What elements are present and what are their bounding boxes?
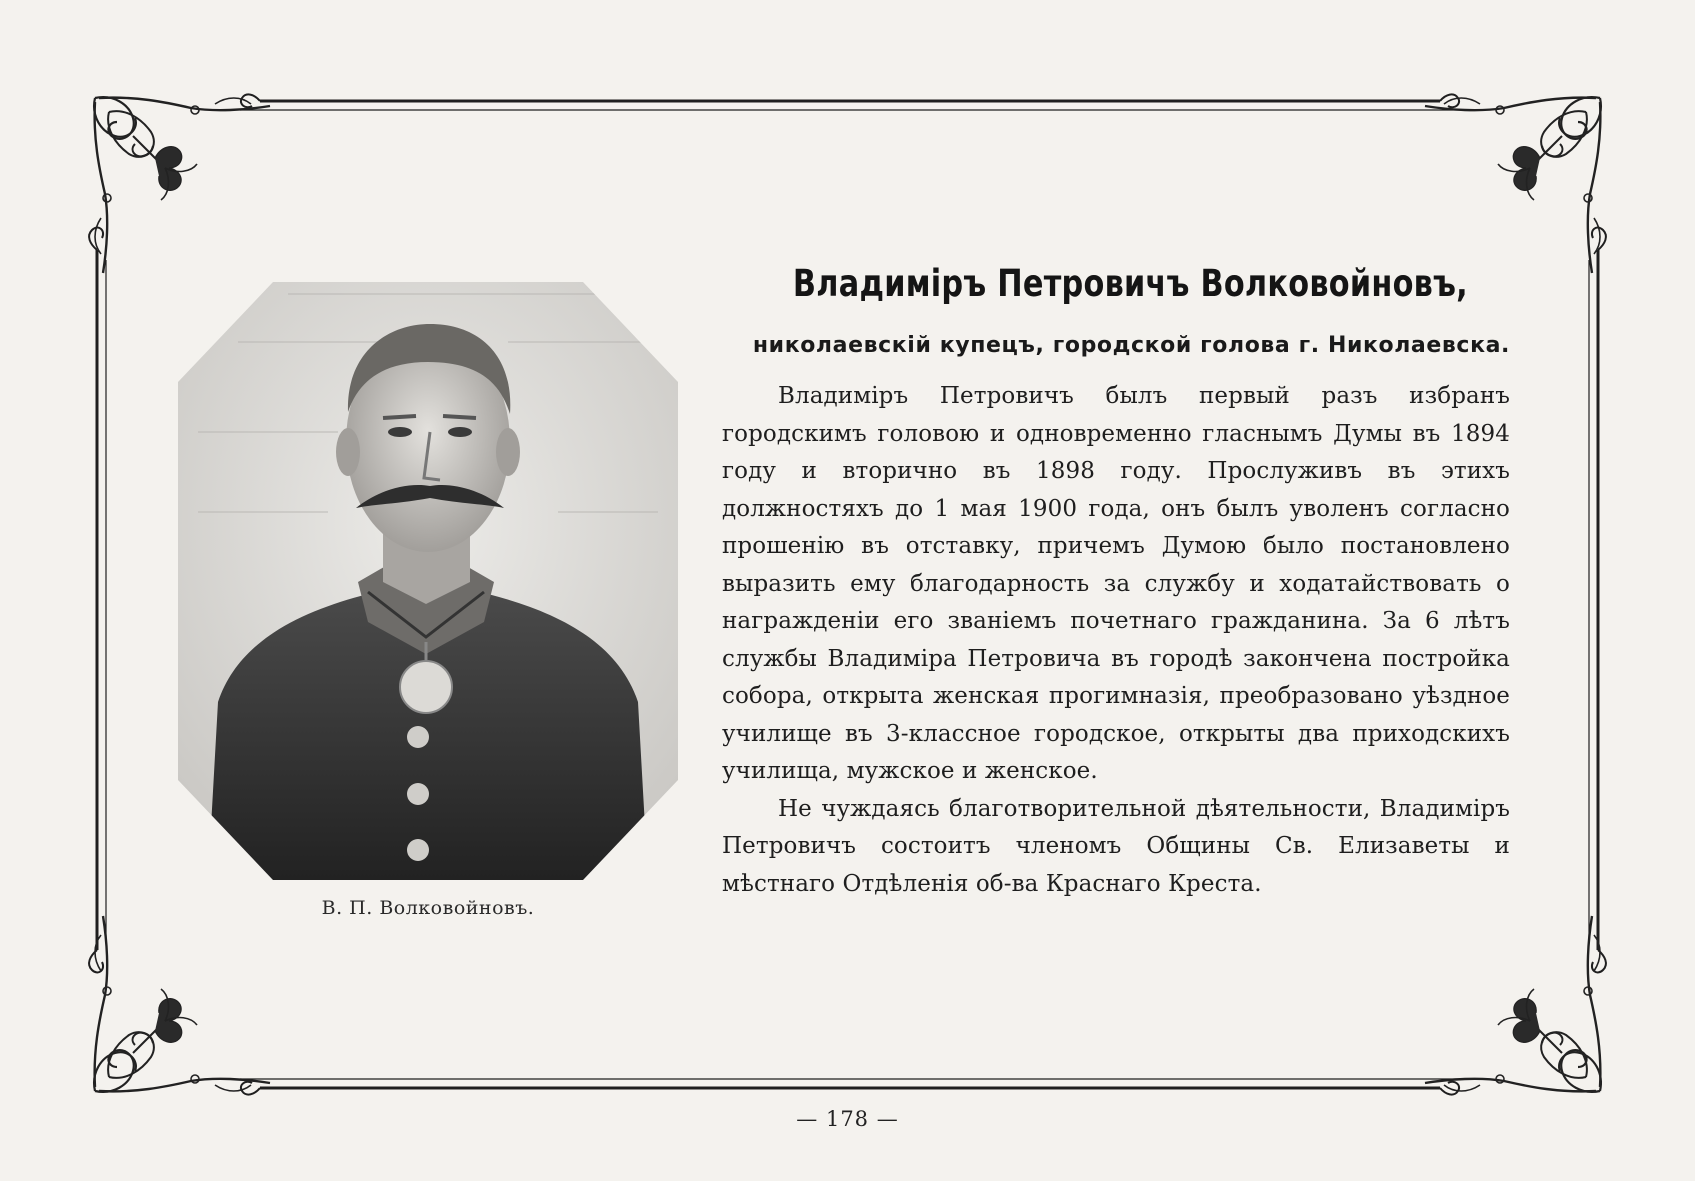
page-title: Владиміръ Петровичъ Волковойновъ,: [792, 262, 1468, 305]
paragraph-1: Владиміръ Петровичъ былъ первый разъ избранъ городскимъ головою и одновременно гласнымъ Думы въ 1894 году и вторично въ 1898 году. Прослуживъ въ этихъ должностяхъ до 1 мая 1900 года, онъ былъ уволенъ согласно прошенію въ отставку, причемъ Думою было постановлено выразить ему благодарность за службу и ходатайствовать о награжденіи его званіемъ почетнаго гражданина. За 6 лѣтъ службы Владиміра Петровича въ городѣ закончена постройка собора, открыта женская прогимназія, преобразовано уѣздное училище въ 3-классное городское, открыты два приходскихъ училища, мужское и женское.: [722, 383, 1510, 784]
portrait-photo: [178, 282, 678, 880]
portrait-caption: В. П. Волковойновъ.: [321, 897, 535, 919]
paragraph-2: Не чуждаясь благотворительной дѣятельности, Владиміръ Петровичъ состоитъ членомъ Общины Св. Елизаветы и мѣстнаго Отдѣленія об-ва Краснаго Креста.: [722, 795, 1510, 897]
page-subtitle: николаевскій купецъ, городской голова г. Николаевска.: [752, 333, 1510, 358]
page-number: — 178 —: [796, 1107, 899, 1131]
article: [722, 262, 1510, 903]
